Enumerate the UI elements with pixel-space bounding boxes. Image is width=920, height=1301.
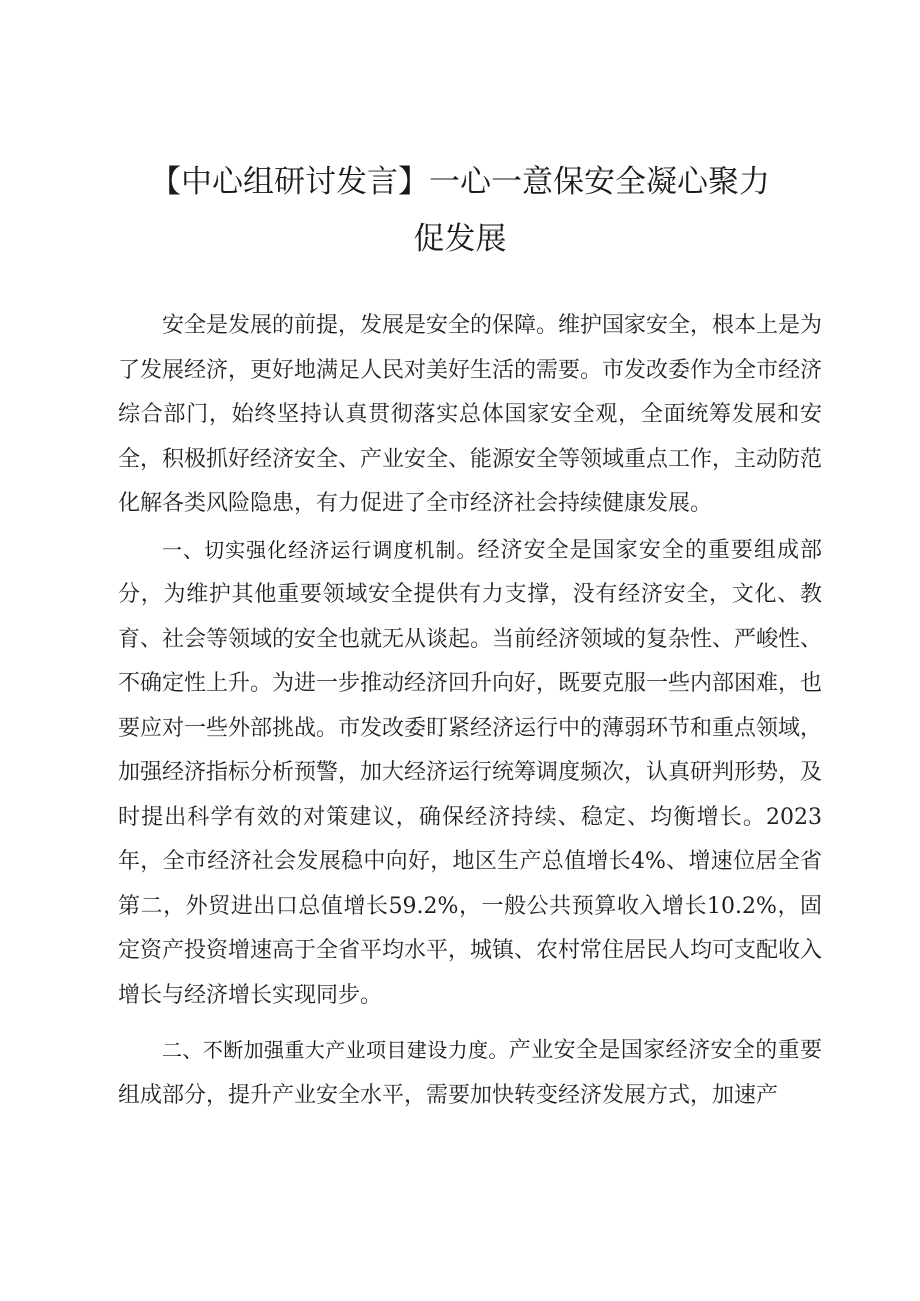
paragraph-section-2: [118, 1028, 822, 1118]
paragraph-text: 产业安全是国家经济安全的重要组成部分，提升产业安全水平，需要加快转变经济发展方式，加速产: [118, 1038, 822, 1108]
section-heading: 一、切实强化经济运行调度机制。: [162, 537, 478, 562]
document-body: [118, 304, 822, 1118]
section-heading: 二、不断加强重大产业项目建设力度。: [162, 1038, 509, 1062]
paragraph-section-1: [118, 528, 822, 1019]
title-line-1: 【中心组研讨发言】一心一意保安全凝心聚力: [150, 164, 770, 200]
paragraph-intro: [118, 304, 822, 527]
paragraph-text: 安全是发展的前提，发展是安全的保障。维护国家安全，根本上是为了发展经济，更好地满足人民对美好生活的需要。市发改委作为全市经济综合部门，始终坚持认真贯彻落实总体国家安全观，全面统筹发展和安全，积极抓好经济安全、产业安全、能源安全等领域重点工作，主动防范化解各类风险隐患，有力促进了全市经济社会持续健康发展。: [118, 313, 823, 516]
title-line-2: 促发展: [413, 221, 507, 257]
document-title: [100, 154, 820, 268]
paragraph-text: 经济安全是国家安全的重要组成部分，为维护其他重要领域安全提供有力支撑，没有经济安全，文化、教育、社会等领域的安全也就无从谈起。当前经济领域的复杂性、严峻性、不确定性上升。为进一步推动经济回升向好，既要克服一些内部困难，也要应对一些外部挑战。市发改委盯紧经济运行中的薄弱环节和重点领域，加强经济指标分析预警，加大经济运行统筹调度频次，认真研判形势，及时提出科学有效的对策建议，确保经济持续、稳定、均衡增长。2023年，全市经济社会发展稳中向好，地区生产总值增长4%、增速位居全省第二，外贸进出口总值增长59.2%，一般公共预算收入增长10.2%，固定资产投资增速高于全省平均水平，城镇、农村常住居民人均可支配收入增长与经济增长实现同步。: [118, 537, 823, 1008]
